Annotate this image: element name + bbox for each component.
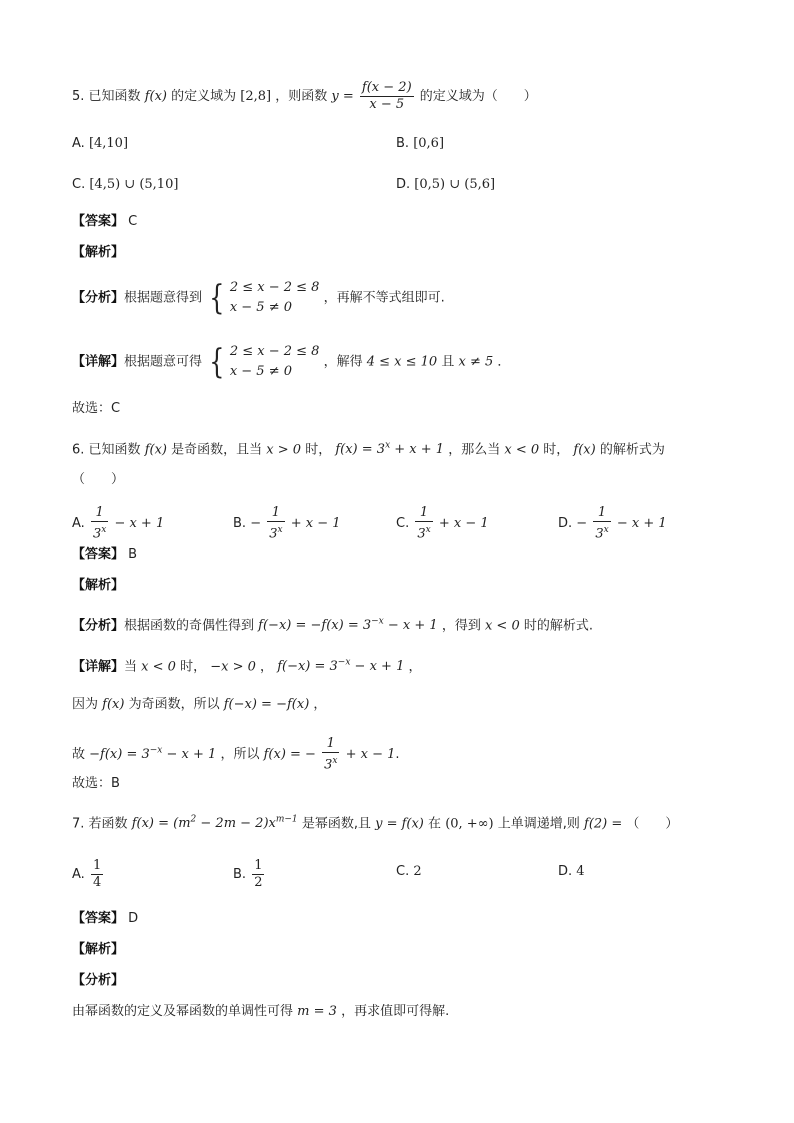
q6-fenxi-formula: $f(-x) = -f(x) = 3^{-x} - x + 1$ [258,617,438,634]
q5-option-d [396,175,495,195]
q6-option-b-key: B. [233,516,247,532]
q6-fenxi-b: ，得到 [441,618,481,634]
q7-fenxi-b: ，再求值即可得解. [341,1004,450,1019]
q5-fraction [360,80,414,113]
q6-stem [72,436,665,460]
q6-fenxi-cond: x < 0 [484,618,520,634]
q7-option-b-frac: $\frac{1}{2}$ [254,858,263,890]
q6-xj1-a: 当 [124,659,138,675]
q5-xiangjie-and: 且 [441,354,455,370]
q5-fenxi-system [206,278,319,318]
q5-answer [72,212,137,232]
q7-paren: （ ） [626,816,679,832]
q7-stem [72,810,678,834]
q6-option-a [72,505,164,542]
q6-option-c-frac: $\frac{1}{3^x}$ [417,505,431,542]
q6-option-d [558,505,667,542]
q7-f2: f(2) = [584,816,623,832]
q5-domain-text: 的定义域为 [171,89,237,104]
q5-domain: [2,8] [240,89,272,104]
q7-option-d-key: D. [558,864,573,879]
q6-analysis-heading [72,576,124,596]
q6-xj2-a: 因为 [72,697,99,712]
q6-xj3-b: ，所以 [220,747,260,763]
q7-fenxi-m: m = 3 [297,1004,337,1019]
q7-option-c-value: 2 [413,864,422,879]
q6-fenxi-a: 根据函数的奇偶性得到 [124,618,255,634]
q7-option-d-value: 4 [576,864,585,879]
q5-xiangjie-ineq: 4 ≤ x ≤ 10 [366,354,438,370]
q7-answer-tag: 【答案】 [72,911,125,926]
q7-option-a-frac: $\frac{1}{4}$ [92,858,102,890]
q5-xiangjie [72,342,510,382]
q7-analysis-tag: 【解析】 [72,942,125,957]
q5-analysis-heading [72,243,124,263]
q7-fenxi [72,1002,449,1022]
q7-formula: $f(x) = (m^2 - 2m - 2)x^{m-1}$ [131,815,298,832]
q5-xiangjie-mid: ，解得 [323,354,363,370]
q7-fenxi-tag: 【分析】 [72,973,125,988]
q6-xj1-neg: −x > 0 [210,659,256,675]
q5-y-expr: y = [331,89,354,104]
q6-option-d-pre: − [576,516,588,532]
q6-xiangjie-line3 [72,736,400,773]
q5-xiangjie-row2: x − 5 ≠ 0 [229,364,293,379]
q6-answer [72,545,137,565]
brace-icon: { [209,342,225,382]
q5-frac-den: x − 5 [360,96,414,113]
q6-answer-value: B [128,547,138,562]
q6-option-a-frac: $\frac{1}{3^x}$ [92,505,107,542]
q6-option-c-key: C. [396,516,410,532]
q6-stem-f: 的解析式为 [599,442,665,458]
q6-xj2-f: f(x) [102,697,125,712]
q6-fx: f(x) [144,442,167,458]
q6-paren [72,470,124,490]
q6-option-b [233,505,341,542]
q5-option-b-key: B. [396,136,410,151]
q5-option-d-key: D. [396,177,411,192]
q6-option-c [396,505,489,542]
q6-stem-d: ，那么当 [448,442,501,458]
q6-xj3-formula: $-f(x) = 3^{-x} - x + 1$ [89,745,217,763]
q7-stem-a: 7. 若函数 [72,816,128,832]
q5-fenxi-tag: 【分析】 [72,290,125,306]
q5-option-d-value: [0,5) ∪ (5,6] [414,177,496,192]
q6-formula: $f(x) = 3^x + x + 1$ [335,441,445,458]
q6-analysis-tag: 【解析】 [72,578,125,593]
q6-xiangjie-line1 [72,653,422,677]
q6-option-b-frac: $\frac{1}{3^x}$ [269,505,283,542]
q6-option-d-frac: $\frac{1}{3^x}$ [595,505,609,542]
q7-fenxi-a: 由幂函数的定义及幂函数的单调性可得 [72,1004,294,1019]
q6-fx2: f(x) [573,442,596,458]
q7-option-c-key: C. [396,864,410,879]
q6-stem-c: 时， [305,442,332,458]
q7-stem-d: 上单调递增,则 [497,816,580,832]
q6-xiangjie-tag: 【详解】 [72,659,125,675]
q6-choose-text: 故选：B [72,776,120,791]
q5-option-a-key: A. [72,136,85,151]
q6-xj3-post: + x − 1 [345,747,396,763]
q6-xj3-frac: $\frac{1}{3^x}$ [324,736,338,773]
q6-option-a-key: A. [72,516,85,532]
q6-option-d-key: D. [558,516,573,532]
q5-option-c-value: [4,5) ∪ (5,10] [89,177,179,192]
q6-xj1-formula: $f(-x) = 3^{-x} - x + 1$ [277,658,405,675]
q7-option-d [558,862,585,882]
q5-answer-tag: 【答案】 [72,214,125,229]
q5-option-c [72,175,178,195]
q6-stem-a: 6. 已知函数 [72,442,141,458]
q6-xj1-b: 时， [180,659,207,675]
q5-fenxi-prefix: 根据题意得到 [124,290,203,306]
q5-option-b-value: [0,6] [413,136,445,151]
q5-stem-prefix: 5. 已知函数 [72,89,141,104]
q5-option-a-value: [4,10] [88,136,129,151]
q6-xj2-b: 为奇函数，所以 [128,697,220,712]
q7-option-a [72,858,105,891]
q7-answer-value: D [128,911,139,926]
q7-answer [72,909,138,929]
q5-option-b [396,134,444,154]
q5-analysis-tag: 【解析】 [72,245,125,260]
q5-xiangjie-ne: x ≠ 5 [458,354,494,370]
q6-paren-text: （ ） [72,472,125,487]
q6-fenxi [72,612,593,636]
q6-answer-tag: 【答案】 [72,547,125,562]
q5-choose [72,399,120,419]
q6-xiangjie-line2 [72,695,326,715]
q6-option-b-pre: − [250,516,262,532]
q7-stem-c: 在 [428,816,442,832]
brace-icon: { [209,278,225,318]
q5-choose-text: 故选：C [72,401,121,416]
q5-fenxi [72,278,445,318]
q6-stem-e: 时， [543,442,570,458]
q7-stem-b: 是幂函数,且 [301,816,371,832]
q5-stem [72,80,537,113]
q6-xj2-end: ， [313,697,327,712]
q7-fenxi-heading [72,971,124,991]
q7-option-b-key: B. [233,867,247,882]
q5-option-c-key: C. [72,177,86,192]
q5-then-text: ，则函数 [275,89,328,104]
q5-option-a [72,134,128,154]
q6-choose [72,774,120,794]
q7-interval: (0, +∞) [445,816,494,832]
q6-xj1-c: ， [260,659,274,675]
q6-xj3-a: 故 [72,747,86,763]
q6-xj1-cond: x < 0 [141,659,176,675]
q7-option-a-key: A. [72,867,85,882]
q6-xj3-end: . [395,747,400,763]
q5-frac-num: f(x − 2) [361,80,412,95]
q5-fx: f(x) [144,89,167,104]
q6-cond: x > 0 [266,442,302,458]
q5-xiangjie-system [206,342,319,382]
q6-option-b-post: + x − 1 [290,516,341,532]
q7-analysis-heading [72,940,124,960]
q5-fenxi-row2: x − 5 ≠ 0 [229,300,293,315]
q6-xj2-formula: f(−x) = −f(x) [223,697,310,712]
q6-fenxi-tag: 【分析】 [72,618,125,634]
q6-fenxi-c: 时的解析式. [523,618,594,634]
q5-answer-value: C [128,214,138,229]
q6-cond2: x < 0 [504,442,540,458]
q6-stem-b: 是奇函数，且当 [171,442,263,458]
q6-option-c-post: + x − 1 [438,516,489,532]
q6-xj1-end: ， [408,659,422,675]
q6-option-d-post: − x + 1 [616,516,667,532]
q5-xiangjie-end: ． [497,354,511,370]
q5-xiangjie-tag: 【详解】 [72,354,125,370]
q6-option-a-post: − x + 1 [114,516,165,532]
q5-fenxi-suffix: ，再解不等式组即可. [323,290,445,306]
q7-y-fx: y = f(x) [375,816,424,832]
q6-xj3-f: f(x) = − [263,747,316,763]
q7-option-b [233,858,266,891]
q7-option-c [396,862,422,882]
q5-fenxi-row1: 2 ≤ x − 2 ≤ 8 [229,280,320,295]
q5-stem-suffix: 的定义域为（ ） [419,89,537,104]
q5-xiangjie-row1: 2 ≤ x − 2 ≤ 8 [229,344,320,359]
q5-xiangjie-prefix: 根据题意可得 [124,354,203,370]
